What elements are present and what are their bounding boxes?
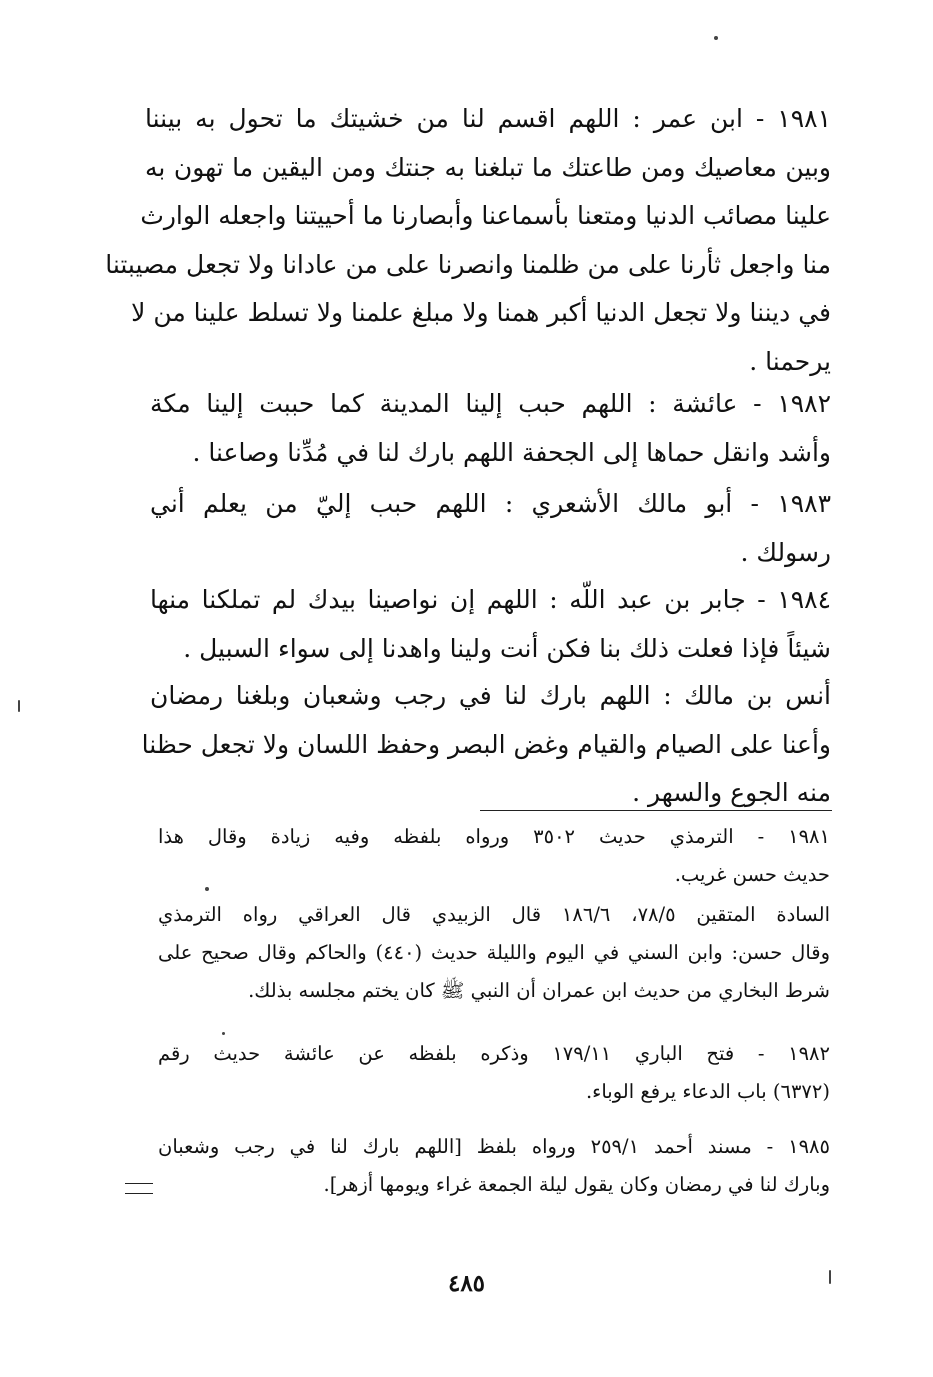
hadith-entry-1983 (150, 480, 831, 577)
footnote-line: ١٩٨١ - الترمذي حديث ٣٥٠٢ ورواه بلفظه وفيه زيادة وقال هذا (158, 825, 830, 848)
entry-line: ١٩٨١ - ابن عمر : اللهم اقسم لنا من خشيتك ما تحول به بيننا (145, 104, 831, 133)
continuation-mark (125, 1183, 153, 1194)
scan-speck (714, 36, 718, 40)
entry-line: علينا مصائب الدنيا ومتعنا بأسماعنا وأبصارنا ما أحييتنا واجعله الوارث (140, 201, 831, 230)
entry-line: ١٩٨٤ - جابر بن عبد اللّه : اللهم إن نواصينا بيدك لم تملكنا منها (150, 585, 831, 614)
hadith-entry-1984 (150, 576, 831, 673)
hadith-entry-1985 (141, 672, 831, 818)
scan-speck (205, 887, 209, 891)
footnote-line: وقال حسن: وابن السني في اليوم والليلة حديث (٤٤٠) والحاكم وقال صحيح على (158, 941, 830, 964)
footnote-line: السادة المتقين ٧٨/٥، ١٨٦/٦ قال الزبيدي قال العراقي رواه الترمذي (158, 903, 830, 926)
entry-line: أنس بن مالك : اللهم بارك لنا في رجب وشعبان وبلغنا رمضان (150, 681, 831, 710)
footnote-line: (٦٣٧٢) باب الدعاء يرفع الوباء. (585, 1080, 830, 1103)
entry-line: شيئاً فإذا فعلت ذلك بنا فكن أنت ولينا واهدنا إلى سواء السبيل . (183, 633, 831, 663)
entry-line: ١٩٨٢ - عائشة : اللهم حبب إلينا المدينة كما حببت إلينا مكة (150, 389, 831, 418)
footnote-line: ١٩٨٢ - فتح الباري ١٧٩/١١ وذكره بلفظه عن عائشة حديث رقم (158, 1042, 830, 1065)
hadith-entry-1981 (105, 95, 831, 386)
entry-line: وبين معاصيك ومن طاعتك ما تبلغنا به جنتك ومن اليقين ما تهون به (145, 152, 831, 182)
entry-line: رسولك . (740, 537, 831, 567)
footnote-1985 (158, 1128, 830, 1204)
footnote-sada (158, 896, 830, 1010)
footnote-1982 (158, 1035, 830, 1111)
footnote-line: وبارك لنا في رمضان وكان يقول ليلة الجمعة غراء ويومها أزهر]. (323, 1173, 830, 1196)
entry-line: يرحمنا . (749, 346, 831, 376)
scan-speck (829, 1270, 831, 1284)
entry-line: منا واجعل ثأرنا على من ظلمنا وانصرنا على من عادانا ولا تجعل مصيبتنا (105, 249, 831, 279)
page-number: ٤٨٥ (447, 1270, 486, 1297)
footnote-line: ١٩٨٥ - مسند أحمد ٢٥٩/١ ورواه بلفظ [اللهم بارك لنا في رجب وشعبان (158, 1135, 830, 1158)
footnote-line: شرط البخاري من حديث ابن عمران أن النبي ﷺ كان يختم مجلسه بذلك. (248, 979, 830, 1002)
entry-line: ١٩٨٣ - أبو مالك الأشعري : اللهم حبب إليّ من يعلم أني (150, 489, 831, 518)
entry-line: في ديننا ولا تجعل الدنيا أكبر همنا ولا مبلغ علمنا ولا تسلط علينا من لا (131, 298, 831, 327)
entry-line: وأشد وانقل حماها إلى الجحفة اللهم بارك لنا في مُدِّنا وصاعنا . (192, 437, 831, 467)
scan-speck (222, 1032, 225, 1035)
hadith-entry-1982 (150, 380, 831, 477)
footnote-line: حديث حسن غريب. (674, 863, 830, 886)
entry-line: منه الجوع والسهر . (632, 778, 831, 807)
footnote-1981 (158, 818, 830, 894)
footnote-separator (480, 810, 832, 811)
scan-speck (18, 700, 20, 712)
entry-line: وأعنا على الصيام والقيام وغض البصر وحفظ اللسان ولا تجعل حظنا (141, 729, 831, 759)
